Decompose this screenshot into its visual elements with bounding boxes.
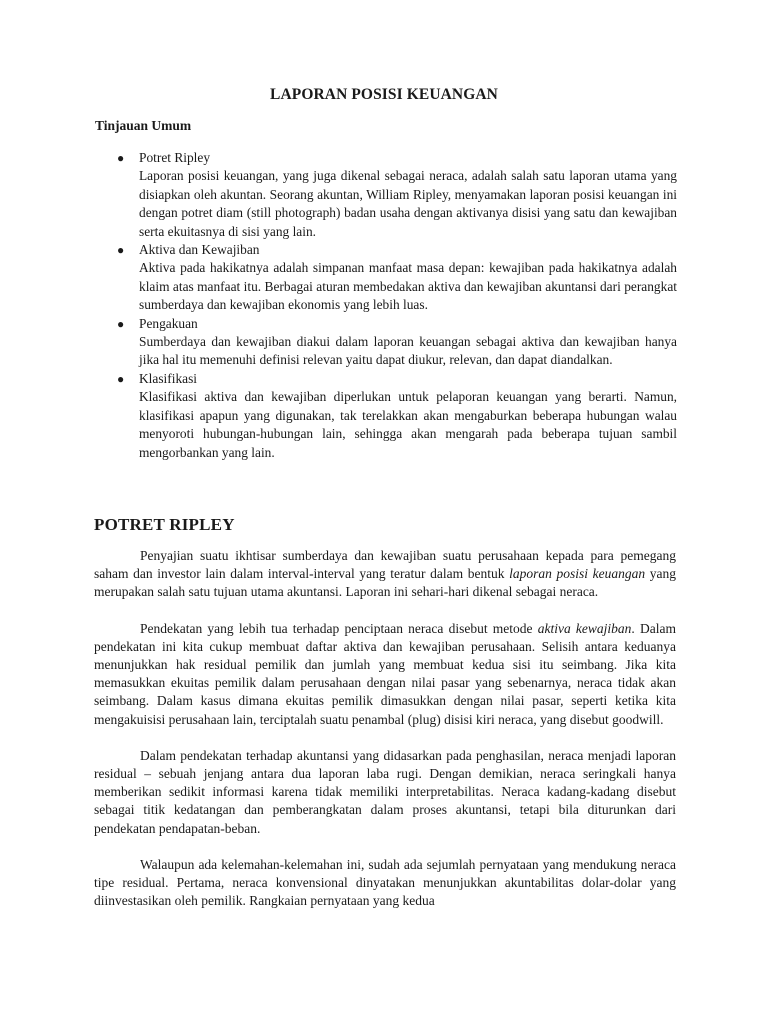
section-heading: POTRET RIPLEY — [94, 515, 235, 534]
italic-term: aktiva kewajiban — [537, 620, 632, 636]
bullet-heading: Potret Ripley — [139, 150, 211, 165]
bullet-icon: ● — [117, 316, 125, 331]
bullet-text: Laporan posisi keuangan, yang juga dikenal sebagai neraca, adalah salah satu laporan utama yang disiapkan oleh akuntan. Seorang akuntan, William Ripley, menyamakan laporan posisi keuangan ini dengan potret diam (still photograph) badan usaha dengan aktivanya disisi yang satu dan kewajiban serta ekuitasnya di sisi yang lain. — [139, 168, 677, 239]
bullet-text: Sumberdaya dan kewajiban diakui dalam laporan keuangan sebagai aktiva dan kewajiban hanya jika hal itu memenuhi definisi relevan yaitu dapat diukur, relevan, dan dapat diandalkan. — [139, 334, 677, 368]
bullet-icon: ● — [117, 151, 125, 165]
paragraph: Walaupun ada kelemahan-kelemahan ini, sudah ada sejumlah pernyataan yang mendukung neraca tipe residual. Pertama, neraca konvensional dinyatakan menunjukkan akuntabilitas dolar-dolar yang diinvestasikan oleh pemilik. Rangkaian pernyataan yang kedua — [94, 856, 676, 909]
italic-term: laporan posisi keuangan — [509, 566, 646, 582]
section-body — [94, 547, 676, 928]
bullet-heading: Aktiva dan Kewajiban — [139, 242, 260, 258]
bullet-heading: Klasifikasi — [139, 370, 198, 386]
paragraph: Pendekatan yang lebih tua terhadap penciptaan neraca disebut metode aktiva kewajiban. Dalam pendekatan ini kita cukup membuat daftar aktiva dan kewajiban perusahaan. Selisih antara keduanya menunjukkan hak residual pemilik dan jumlah yang membuat kedua sisi itu seimbang. Jika kita memasukkan ekuitas pemilik dalam perusahaan dengan nilai pasar yang sebenarnya, neraca tidak akan seimbang. Dalam kasus dimana ekuitas pemilik dimasukkan dengan nilai pasar, seperti ketika kita mengakuisisi perusahaan lain, terciptalah suatu penambal (plug) disisi kiri neraca, yang disebut goodwill. — [94, 620, 676, 727]
bullet-item — [117, 149, 677, 241]
bullet-item — [117, 370, 677, 462]
bullet-item — [117, 241, 677, 315]
overview-heading: Tinjauan Umum — [95, 118, 192, 133]
overview-bullet-list — [117, 149, 677, 462]
bullet-icon: ● — [117, 243, 125, 258]
bullet-icon: ● — [117, 371, 125, 386]
bullet-text: Aktiva pada hakikatnya adalah simpanan manfaat masa depan: kewajiban pada hakikatnya adalah klaim atas manfaat itu. Berbagai aturan membedakan aktiva dan kewajiban akuntansi dari perangkat sumberdaya dan kewajiban ekonomis yang lebih luas. — [139, 260, 677, 313]
paragraph: Penyajian suatu ikhtisar sumberdaya dan kewajiban suatu perusahaan kepada para pemegang saham dan investor lain dalam interval-interval yang teratur dalam bentuk laporan posisi keuangan yang merupakan salah satu tujuan utama akuntansi. Laporan ini sehari-hari dikenal sebagai neraca. — [94, 548, 676, 600]
bullet-text: Klasifikasi aktiva dan kewajiban diperlukan untuk pelaporan keuangan yang berarti. Namun, klasifikasi apapun yang digunakan, tak terelakkan akan mengaburkan beberapa hubungan walau menyoroti hubungan-hubungan lain, sehingga akan mengarah pada beberapa tujuan sambil mengorbankan yang lain. — [139, 389, 677, 460]
document-title: LAPORAN POSISI KEUANGAN — [270, 86, 498, 103]
bullet-item — [117, 315, 677, 370]
paragraph: Dalam pendekatan terhadap akuntansi yang didasarkan pada penghasilan, neraca menjadi laporan residual – sebuah jenjang antara dua laporan laba rugi. Dengan demikian, neraca seringkali hanya memberikan sedikit informasi karena tidak memiliki interpretabilitas. Neraca kadang-kadang disebut sebagai titik kedatangan dan pemberangkatan dalam proses akuntansi, tetapi bila diturunkan dari pendekatan pendapatan-beban. — [94, 747, 676, 836]
bullet-heading: Pengakuan — [139, 315, 198, 331]
